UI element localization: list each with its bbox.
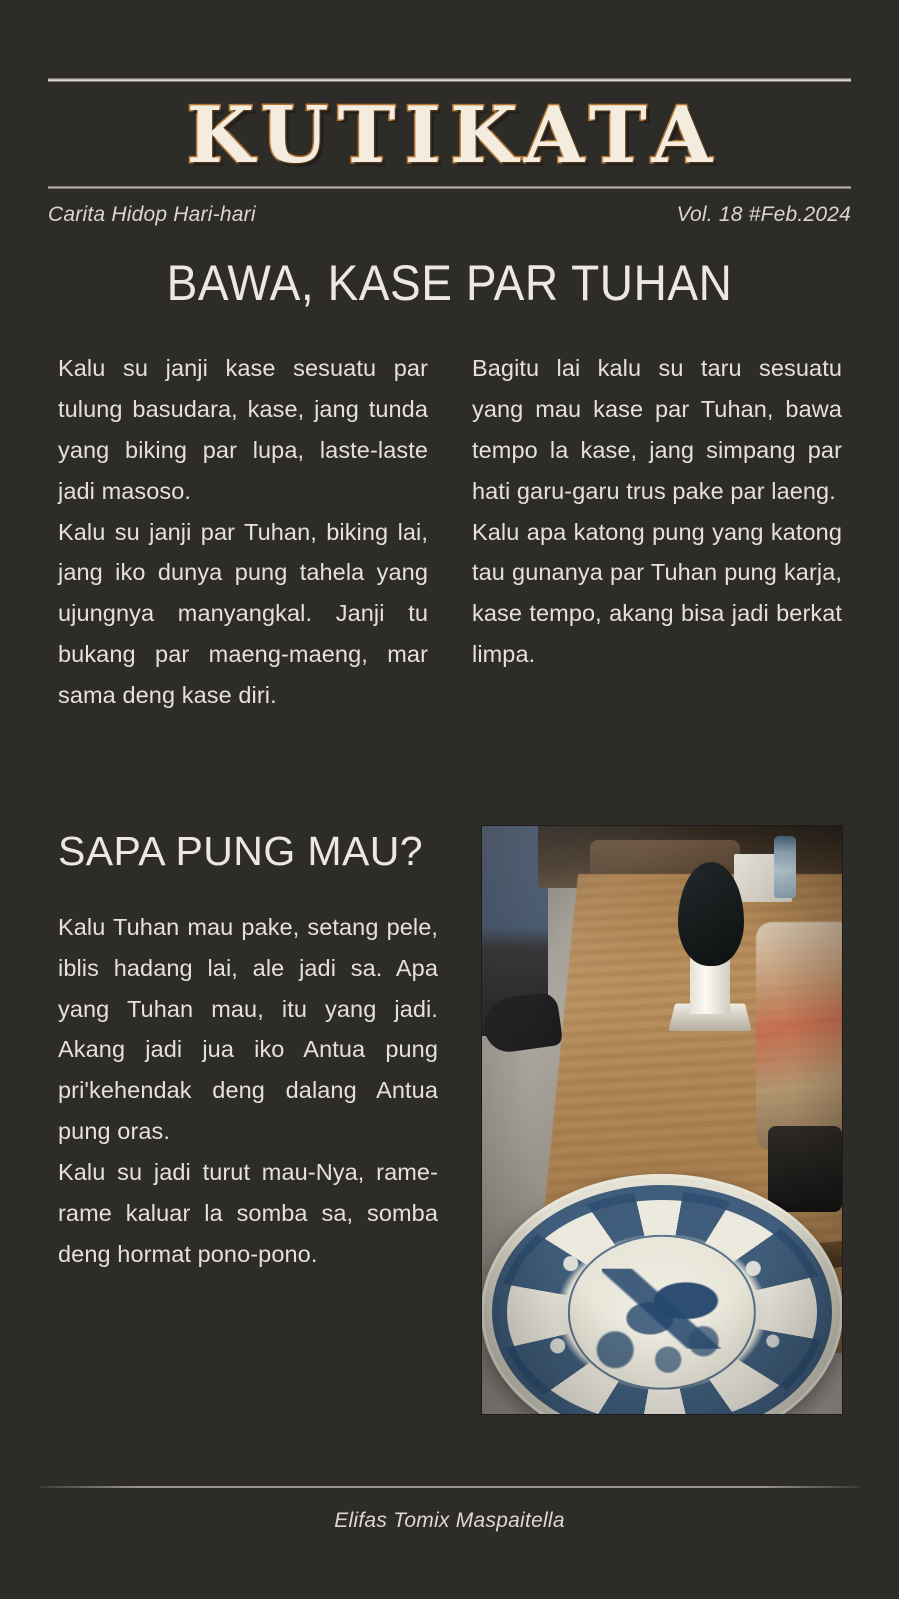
photo-plastic-bag bbox=[756, 922, 842, 1152]
masthead-top-rule bbox=[48, 78, 851, 82]
plate-center-medallion bbox=[568, 1235, 756, 1390]
body-paragraph: Kalu Tuhan mau pake, setang pele, iblis hadang lai, ale jadi sa. Apa yang Tuhan mau, itu yang jadi. Akang jadi jua iko Antua pung pri'kehendak deng dalang Antua pung oras. bbox=[58, 913, 438, 1145]
secondary-text-column bbox=[58, 826, 438, 1414]
author-byline: Elifas Tomix Maspaitella bbox=[334, 1509, 565, 1532]
footer-rule bbox=[40, 1486, 859, 1488]
body-paragraph: Bagitu lai kalu su taru sesuatu yang mau kase par Tuhan, bawa tempo la kase, jang simpang par hati garu-garu trus pake par laeng. bbox=[472, 355, 842, 504]
section-title: SAPA PUNG MAU? bbox=[58, 828, 423, 874]
body-paragraph: Kalu su jadi turut mau-Nya, rame-rame kaluar la somba sa, somba deng hormat pono-pono. bbox=[58, 1159, 438, 1267]
masthead-subhead bbox=[48, 203, 851, 227]
plate-scroll-motif bbox=[583, 1306, 730, 1377]
article-column-left bbox=[58, 348, 428, 716]
body-paragraph: Kalu apa katong pung yang katong tau gunanya par Tuhan pung karja, kase tempo, akang bisa jadi berkat limpa. bbox=[472, 518, 842, 668]
publication-tagline: Carita Hidop Hari-hari bbox=[48, 203, 256, 227]
issue-label: Vol. 18 #Feb.2024 bbox=[676, 203, 851, 227]
masthead bbox=[48, 78, 851, 227]
photo-water-bottle bbox=[774, 836, 796, 898]
secondary-section bbox=[58, 826, 842, 1414]
photo-column bbox=[482, 826, 842, 1414]
porcelain-plate-photo bbox=[482, 826, 842, 1414]
photo-dark-object bbox=[768, 1126, 842, 1212]
article-headline: BAWA, KASE PAR TUHAN bbox=[166, 255, 733, 311]
publication-title: KUTIKATA bbox=[186, 90, 722, 181]
footer bbox=[40, 1486, 859, 1533]
article-columns bbox=[58, 348, 842, 716]
body-paragraph: Kalu su janji kase sesuatu par tulung basudara, kase, jang tunda yang biking par lupa, laste-laste jadi masoso. bbox=[58, 355, 428, 504]
body-paragraph: Kalu su janji par Tuhan, biking lai, jang iko dunya pung tahela yang ujungnya manyangkal. Janji tu bukang par maeng-maeng, mar sama deng kase diri. bbox=[58, 518, 428, 708]
masthead-bottom-rule bbox=[48, 186, 851, 189]
article-column-right bbox=[472, 348, 842, 716]
